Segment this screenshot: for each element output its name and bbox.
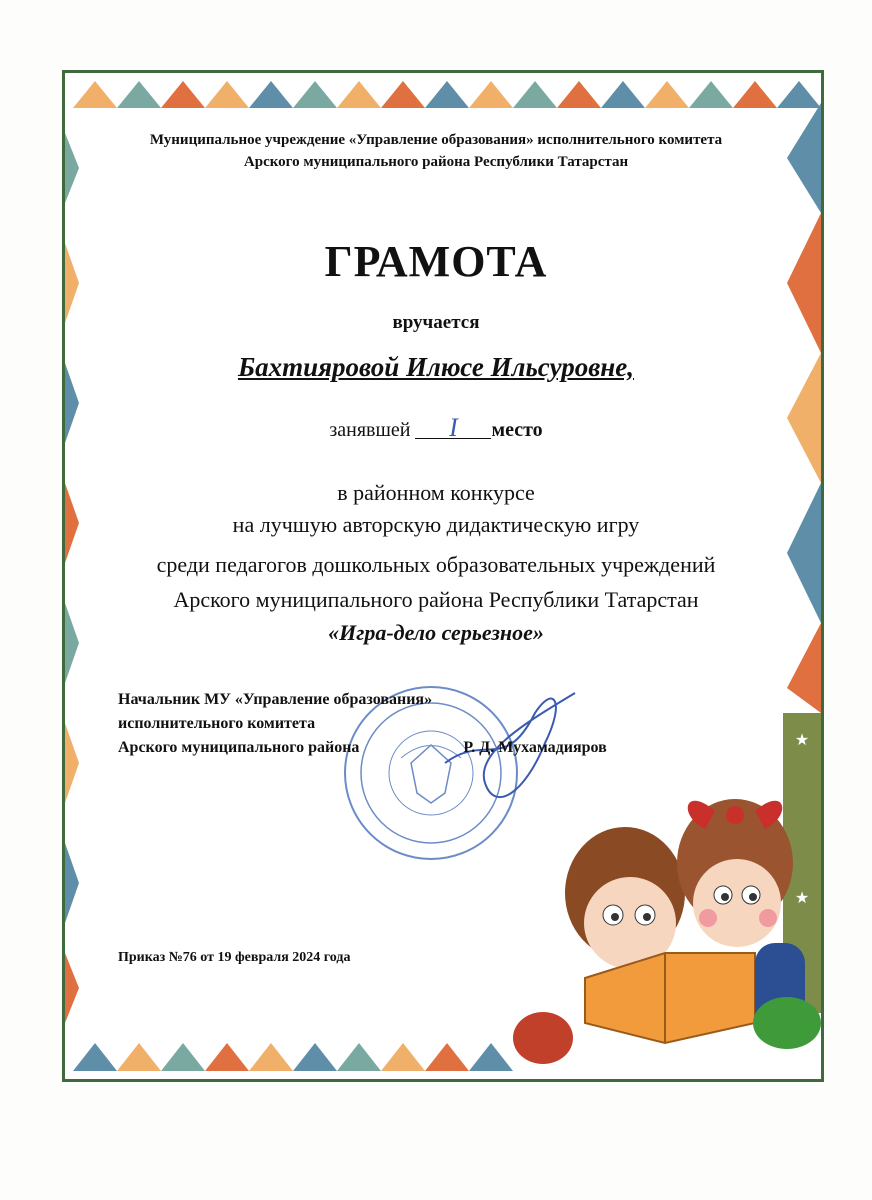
signature-block <box>118 688 607 760</box>
place-value <box>415 413 491 442</box>
signature-line-2: исполнительного комитета <box>118 715 316 732</box>
signature-line-3 <box>118 736 607 760</box>
place-value-text: I <box>449 413 458 442</box>
signer-name: Р. Д. Мухамадияров <box>463 739 607 756</box>
description-line-3: среди педагогов дошкольных образовательных учреждений <box>156 552 716 577</box>
header-line-1: Муниципальное учреждение «Управление образования» исполнительного комитета <box>149 132 723 148</box>
svg-text:★: ★ <box>794 732 810 749</box>
top-triangle-border <box>73 81 821 108</box>
children-reading-illustration <box>513 799 821 1064</box>
contest-name: «Игра-дело серьезное» <box>328 620 544 645</box>
signature-line-1: Начальник МУ «Управление образования» <box>118 691 433 708</box>
description-line-4: Арского муниципального района Республики Татарстан <box>173 587 699 612</box>
bottom-triangle-border <box>73 1043 513 1071</box>
svg-text:★: ★ <box>794 890 810 907</box>
recipient-name: Бахтияровой Илюсе Ильсуровне, <box>237 352 635 382</box>
description-line-1: в районном конкурсе <box>337 480 535 505</box>
order-reference: Приказ №76 от 19 февраля 2024 года <box>118 950 351 965</box>
description-line-2: на лучшую авторскую дидактическую игру <box>232 512 640 537</box>
signature-line-3-text: Арского муниципального района <box>118 739 360 756</box>
place-after: место <box>491 419 543 441</box>
header-line-2: Арского муниципального района Республики Татарстан <box>243 154 629 170</box>
place-before: занявшей <box>329 419 411 441</box>
certificate-title: ГРАМОТА <box>324 237 548 286</box>
place-line <box>0 413 872 442</box>
awarded-label: вручается <box>392 312 480 333</box>
